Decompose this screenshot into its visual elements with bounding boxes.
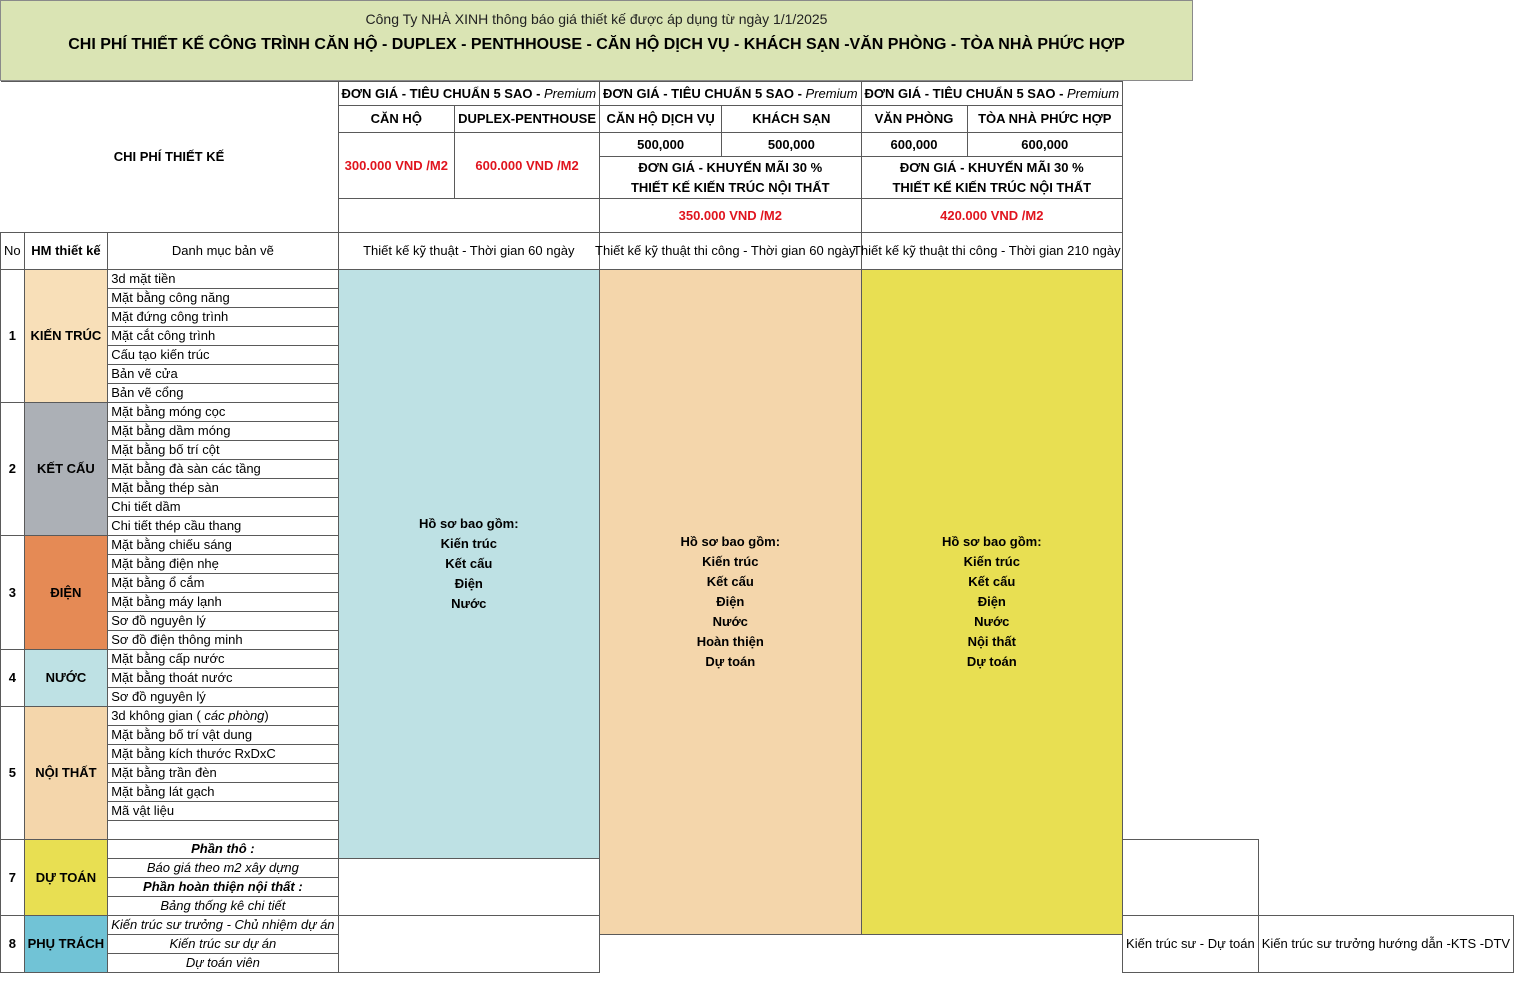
list-item: Mặt cắt công trình bbox=[108, 327, 338, 346]
list-item: Mã vật liệu bbox=[108, 802, 338, 821]
empty-cell bbox=[1123, 840, 1259, 916]
empty-cell bbox=[338, 199, 600, 233]
list-item: Mặt bằng trần đèn bbox=[108, 764, 338, 783]
section-du-toan: DỰ TOÁN bbox=[24, 840, 108, 916]
group-header-3: ĐƠN GIÁ - TIÊU CHUẨN 5 SAO - Premium bbox=[861, 82, 1123, 106]
list-item: Mặt bằng móng cọc bbox=[108, 403, 338, 422]
type-duplex-penthouse: DUPLEX-PENTHOUSE bbox=[455, 106, 600, 133]
list-item: Mặt bằng bố trí vật dung bbox=[108, 726, 338, 745]
list-item bbox=[108, 821, 338, 840]
col-no: No bbox=[1, 233, 25, 270]
design-cost-table bbox=[0, 81, 1514, 973]
section-no: 2 bbox=[1, 403, 25, 536]
col-g1: Thiết kế kỹ thuật - Thời gian 60 ngày bbox=[338, 233, 600, 270]
deliverables-g2: Hồ sơ bao gồm: Kiến trúc Kết cấu Điện Nước Hoàn thiện Dự toán bbox=[600, 270, 862, 935]
deliverables-g1: Hồ sơ bao gồm: Kiến trúc Kết cấu Điện Nước bbox=[338, 270, 600, 859]
group-header-1: ĐƠN GIÁ - TIÊU CHUẨN 5 SAO - Premium bbox=[338, 82, 600, 106]
section-no: 4 bbox=[1, 650, 25, 707]
type-van-phong: VĂN PHÒNG bbox=[861, 106, 967, 133]
promo-price-2: 420.000 VND /M2 bbox=[861, 199, 1123, 233]
header-notice: Công Ty NHÀ XINH thông báo giá thiết kế được áp dụng từ ngày 1/1/2025 bbox=[365, 11, 828, 27]
estimate-line: Bảng thống kê chi tiết bbox=[108, 897, 338, 916]
list-item: Mặt bằng kích thước RxDxC bbox=[108, 745, 338, 764]
section-no: 7 bbox=[1, 840, 25, 916]
list-item: 3d không gian ( các phòng) bbox=[108, 707, 338, 726]
list-item: 3d mặt tiền bbox=[108, 270, 338, 289]
price-duplex: 600.000 VND /M2 bbox=[455, 133, 600, 199]
section-noi-that: NỘI THẤT bbox=[24, 707, 108, 840]
col-hm: HM thiết kế bbox=[24, 233, 108, 270]
list-item: Mặt bằng thép sàn bbox=[108, 479, 338, 498]
list-item: Bản vẽ cửa bbox=[108, 365, 338, 384]
empty-cell bbox=[338, 916, 600, 973]
list-item: Chi tiết dầm bbox=[108, 498, 338, 517]
responsible-g2: Kiến trúc sư - Dự toán bbox=[1123, 916, 1259, 973]
list-item: Mặt bằng chiếu sáng bbox=[108, 536, 338, 555]
list-item: Cấu tạo kiến trúc bbox=[108, 346, 338, 365]
price-van-phong: 600,000 bbox=[861, 133, 967, 157]
list-item: Mặt bằng công năng bbox=[108, 289, 338, 308]
promo-label-1: ĐƠN GIÁ - KHUYẾN MÃI 30 % THIẾT KẾ KIẾN TRÚC NỘI THẤT bbox=[600, 157, 862, 199]
section-dien: ĐIỆN bbox=[24, 536, 108, 650]
list-item: Sơ đồ điện thông minh bbox=[108, 631, 338, 650]
design-cost-label: CHI PHÍ THIẾT KẾ bbox=[1, 82, 339, 233]
col-g2: Thiết kế kỹ thuật thi công - Thời gian 60 ngày bbox=[600, 233, 862, 270]
type-can-ho: CĂN HỘ bbox=[338, 106, 455, 133]
estimate-line: Phần hoàn thiện nội thất : bbox=[108, 878, 338, 897]
responsible-line: Kiến trúc sư trưởng - Chủ nhiệm dự án bbox=[108, 916, 338, 935]
estimate-line: Báo giá theo m2 xây dựng bbox=[108, 859, 338, 878]
col-list: Danh mục bản vẽ bbox=[108, 233, 338, 270]
promo-price-1: 350.000 VND /M2 bbox=[600, 199, 862, 233]
list-item: Mặt bằng cấp nước bbox=[108, 650, 338, 669]
list-item: Mặt bằng bố trí cột bbox=[108, 441, 338, 460]
header-banner bbox=[0, 0, 1193, 81]
section-kien-truc: KIẾN TRÚC bbox=[24, 270, 108, 403]
price-toa-nha-phuc-hop: 600,000 bbox=[967, 133, 1123, 157]
group-header-2: ĐƠN GIÁ - TIÊU CHUẨN 5 SAO - Premium bbox=[600, 82, 862, 106]
list-item: Sơ đồ nguyên lý bbox=[108, 688, 338, 707]
price-khach-san: 500,000 bbox=[722, 133, 861, 157]
section-no: 8 bbox=[1, 916, 25, 973]
list-item: Mặt bằng thoát nước bbox=[108, 669, 338, 688]
section-no: 1 bbox=[1, 270, 25, 403]
section-phu-trach: PHỤ TRÁCH bbox=[24, 916, 108, 973]
responsible-line: Dự toán viên bbox=[108, 954, 338, 973]
section-no: 5 bbox=[1, 707, 25, 840]
list-item: Bản vẽ cổng bbox=[108, 384, 338, 403]
section-nuoc: NƯỚC bbox=[24, 650, 108, 707]
list-item: Mặt bằng đà sàn các tầng bbox=[108, 460, 338, 479]
list-item: Chi tiết thép cầu thang bbox=[108, 517, 338, 536]
promo-label-2: ĐƠN GIÁ - KHUYẾN MÃI 30 % THIẾT KẾ KIẾN TRÚC NỘI THẤT bbox=[861, 157, 1123, 199]
type-khach-san: KHÁCH SẠN bbox=[722, 106, 861, 133]
list-item: Mặt bằng điện nhẹ bbox=[108, 555, 338, 574]
price-can-ho-dich-vu: 500,000 bbox=[600, 133, 722, 157]
col-g3: Thiết kế kỹ thuật thi công - Thời gian 210 ngày bbox=[861, 233, 1123, 270]
list-item: Mặt bằng dầm móng bbox=[108, 422, 338, 441]
estimate-line: Phần thô : bbox=[108, 840, 338, 859]
section-ket-cau: KẾT CẤU bbox=[24, 403, 108, 536]
deliverables-g3: Hồ sơ bao gồm: Kiến trúc Kết cấu Điện Nước Nội thất Dự toán bbox=[861, 270, 1123, 935]
type-toa-nha-phuc-hop: TÒA NHÀ PHỨC HỢP bbox=[967, 106, 1123, 133]
list-item: Mặt bằng máy lạnh bbox=[108, 593, 338, 612]
list-item: Mặt bằng lát gạch bbox=[108, 783, 338, 802]
responsible-g3: Kiến trúc sư trưởng hướng dẫn -KTS -DTV bbox=[1258, 916, 1513, 973]
list-item: Sơ đồ nguyên lý bbox=[108, 612, 338, 631]
price-can-ho: 300.000 VND /M2 bbox=[338, 133, 455, 199]
list-item: Mặt đứng công trình bbox=[108, 308, 338, 327]
section-no: 3 bbox=[1, 536, 25, 650]
header-title: CHI PHÍ THIẾT KẾ CÔNG TRÌNH CĂN HỘ - DUPLEX - PENTHHOUSE - CĂN HỘ DỊCH VỤ - KHÁCH SẠN -VĂN PHÒNG - TÒA NHÀ PHỨC HỢP bbox=[68, 36, 1125, 53]
responsible-line: Kiến trúc sư dự án bbox=[108, 935, 338, 954]
list-item: Mặt bằng ổ cắm bbox=[108, 574, 338, 593]
type-can-ho-dich-vu: CĂN HỘ DỊCH VỤ bbox=[600, 106, 722, 133]
